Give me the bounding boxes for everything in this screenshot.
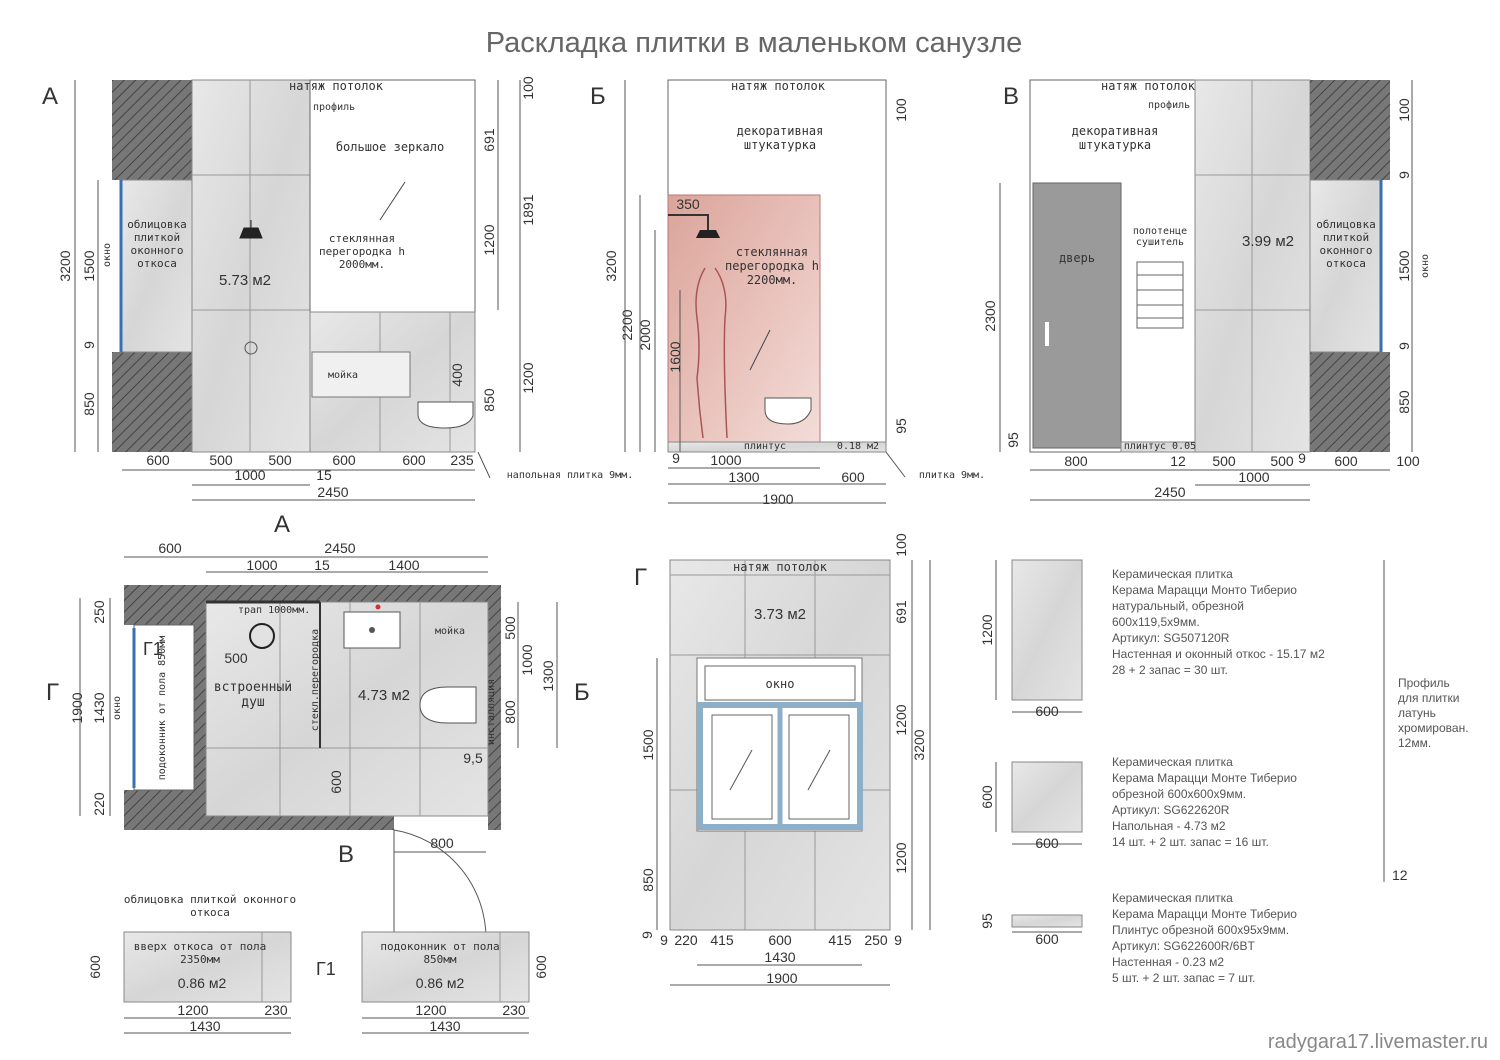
dim: 600 — [1035, 703, 1059, 719]
dim: 600 — [1035, 931, 1059, 947]
tile1-desc: Керамическая плитка Керама Марацци Монто Тиберио натуральный, обрезной 600х119,5х9мм. Артикул: SG507120R Настенная и оконный откос - 15.17 м2 28 + 2 запас = 30 шт. — [1112, 567, 1325, 677]
dim: 9 — [81, 341, 97, 349]
dim: 500 — [1270, 453, 1294, 469]
area-label: 3.99 м2 — [1241, 233, 1295, 250]
elevation-b-letter: Б — [590, 83, 606, 110]
dim: 2450 — [324, 540, 356, 556]
dim: 3200 — [57, 250, 73, 282]
dim: 600 — [841, 469, 865, 485]
dim: 600 — [402, 452, 426, 468]
elevation-b — [590, 79, 985, 507]
sink-label: мойка — [434, 626, 466, 637]
profile-desc: Профиль для плитки латунь хромирован. 12мм. — [1398, 676, 1469, 750]
plinth-area-label: 0.18 м2 — [836, 441, 880, 452]
dim: 500 — [502, 616, 518, 640]
dim: 350 — [676, 196, 700, 212]
dim: 1900 — [766, 970, 798, 986]
dim: 2300 — [982, 300, 998, 332]
slope-left-area: 0.86 м2 — [177, 975, 227, 991]
dim: 1500 — [81, 250, 97, 282]
shower-label: встроенный душ — [213, 680, 293, 710]
page-title: Раскладка плитки в маленьком санузле — [485, 27, 1023, 59]
elevation-v-letter: В — [1003, 83, 1020, 110]
door-handle-icon — [1045, 322, 1049, 346]
ceiling-label: натяж потолок — [289, 79, 383, 93]
dim: 1200 — [520, 362, 536, 394]
sink-label: мойка — [327, 370, 359, 381]
door — [1033, 183, 1121, 448]
wall-hatch-top — [1310, 80, 1390, 180]
dim: 600 — [158, 540, 182, 556]
dim: 9 — [1396, 342, 1412, 350]
dim: 600 — [87, 955, 103, 979]
dim: 230 — [502, 1002, 526, 1018]
dim: 1300 — [728, 469, 760, 485]
area-label: 3.73 м2 — [753, 606, 807, 623]
wall-hatch-top — [112, 80, 192, 180]
dim: 1000 — [246, 557, 278, 573]
dim: 415 — [828, 932, 852, 948]
dim: 1900 — [69, 692, 85, 724]
elevation-a-letter: А — [42, 83, 59, 110]
dim: 1200 — [415, 1002, 447, 1018]
dim: 230 — [264, 1002, 288, 1018]
shower-head-icon — [696, 230, 720, 238]
dim: 95 — [893, 418, 909, 434]
tile3-swatch — [1012, 915, 1082, 927]
dim: 9 — [660, 932, 668, 948]
dim: 1300 — [540, 660, 556, 692]
dim: 800 — [430, 835, 454, 851]
plan-label-left: Г — [46, 679, 59, 706]
dim: 95 — [979, 913, 995, 929]
dim: 1200 — [481, 224, 497, 256]
toilet-icon — [420, 687, 476, 723]
tile-note: плитка 9мм. — [918, 470, 986, 481]
window-label: окно — [765, 677, 795, 691]
dim: 2450 — [1154, 484, 1186, 500]
wall-hatch-bottom — [112, 352, 192, 452]
sink-cabinet — [312, 352, 410, 397]
dim: 12 — [1170, 453, 1186, 469]
dim: 9 — [1396, 171, 1412, 179]
dim: 3200 — [911, 729, 927, 761]
dim: 220 — [91, 792, 107, 816]
dim: 500 — [268, 452, 292, 468]
dim: 12 — [1392, 867, 1408, 883]
wall-hatch-bottom — [1310, 352, 1390, 452]
dim: 500 — [224, 650, 248, 666]
plan-label-bottom: В — [338, 841, 355, 868]
toilet-icon — [418, 402, 473, 428]
window-cladding-label: облицовка плиткой оконного откоса — [127, 218, 187, 270]
wall-bottom — [124, 816, 394, 830]
drain-label: трап 1000мм. — [238, 605, 311, 616]
dim: 1430 — [429, 1018, 461, 1034]
dim: 100 — [893, 533, 909, 557]
window-label: окно — [112, 695, 123, 721]
dim: 1000 — [710, 452, 742, 468]
plinth-label: плинтус — [743, 441, 787, 452]
plinth-label: плинтус 0.05 — [1123, 441, 1197, 452]
plan-label-top: А — [273, 511, 291, 538]
plaster-label: декоративная штукатурка — [1071, 124, 1159, 152]
dim: 250 — [91, 600, 107, 624]
dim: 400 — [449, 363, 465, 387]
dim: 1500 — [640, 729, 656, 761]
dim: 235 — [450, 452, 474, 468]
dim: 600 — [146, 452, 170, 468]
ceiling-label: натяж потолок — [733, 560, 827, 574]
tile2-swatch — [1012, 762, 1082, 832]
dim: 250 — [864, 932, 888, 948]
dim: 600 — [533, 955, 549, 979]
wall-corner — [124, 585, 206, 625]
towel-dryer-label: полотенце сушитель — [1132, 226, 1188, 248]
dim: 15 — [316, 467, 332, 483]
dim: 850 — [1396, 390, 1412, 414]
dim: 1000 — [519, 644, 535, 676]
elevation-v — [982, 79, 1431, 500]
dim: 600 — [979, 785, 995, 809]
dim: 600 — [332, 452, 356, 468]
tile2-desc: Керамическая плитка Керама Марацци Монте Тиберио обрезной 600х600х9мм. Артикул: SG622620R Напольная - 4.73 м2 14 шт. + 2 шт. запас = 16 шт. — [1112, 755, 1297, 849]
dim: 9 — [639, 931, 655, 939]
g1-label: Г1 — [143, 639, 163, 659]
dim: 1000 — [234, 467, 266, 483]
glass-partition-label: стеклянная перегородка h 2000мм. — [318, 232, 406, 271]
sill-label: подоконник от пола 850мм — [157, 635, 168, 781]
ceiling-label: натяж потолок — [731, 79, 825, 93]
tile1-swatch — [1012, 560, 1082, 700]
dim: 850 — [81, 392, 97, 416]
slope-right-text: подоконник от пола 850мм — [380, 940, 500, 966]
dim: 800 — [1064, 453, 1088, 469]
area-label: 4.73 м2 — [357, 687, 411, 704]
installation-label: инсталляция — [486, 678, 497, 746]
dim: 415 — [710, 932, 734, 948]
profile-label: профиль — [313, 102, 356, 113]
dim: 1430 — [189, 1018, 221, 1034]
dim: 800 — [502, 700, 518, 724]
shower-wall-tiles — [192, 80, 310, 452]
dim: 100 — [893, 98, 909, 122]
elevation-a — [42, 76, 633, 500]
dim: 1900 — [762, 491, 794, 507]
dim: 100 — [520, 76, 536, 100]
dim: 220 — [674, 932, 698, 948]
plan-label-right: Б — [574, 679, 590, 706]
area-label: 5.73 м2 — [218, 272, 272, 289]
window-label: окно — [1420, 253, 1431, 279]
plaster-label: декоративная штукатурка — [736, 124, 824, 152]
wall-left — [194, 602, 206, 816]
dim: 9 — [672, 450, 680, 466]
dim: 3200 — [603, 250, 619, 282]
dim: 1000 — [1238, 469, 1270, 485]
dim: 9 — [1298, 450, 1306, 466]
dim: 850 — [640, 868, 656, 892]
slopes-caption: облицовка плиткой оконного откоса — [123, 893, 297, 919]
dim: 1500 — [1396, 250, 1412, 282]
dim: 1200 — [177, 1002, 209, 1018]
dim: 600 — [328, 770, 344, 794]
g1-label: Г1 — [316, 959, 336, 979]
dim: 691 — [893, 600, 909, 624]
slope-left-text: вверх откоса от пола 2350мм — [133, 940, 267, 966]
door-label: дверь — [1058, 251, 1096, 265]
floor-plan — [46, 511, 590, 940]
dim: 1200 — [979, 614, 995, 646]
window-slopes — [87, 893, 549, 1034]
dim: 691 — [481, 128, 497, 152]
dim: 1430 — [764, 949, 796, 965]
dim: 2200 — [619, 309, 635, 341]
dim: 1430 — [91, 692, 107, 724]
dim: 600 — [1035, 835, 1059, 851]
dim: 1600 — [667, 341, 683, 373]
glass-partition-label: стеклянная перегородка h 2200мм. — [725, 245, 819, 287]
dim: 2450 — [317, 484, 349, 500]
dim: 1891 — [520, 194, 536, 226]
dim: 850 — [481, 388, 497, 412]
dim: 2000 — [637, 319, 653, 351]
glass-partition-label: стекл.перегородка — [310, 628, 321, 732]
elevation-g-letter: Г — [634, 564, 647, 591]
dim: 100 — [1396, 98, 1412, 122]
window-cladding-label: облицовка плиткой оконного откоса — [1316, 218, 1376, 270]
watermark: radygara17.livemaster.ru — [1267, 1031, 1488, 1053]
elevation-g — [634, 533, 930, 986]
tile3-desc: Керамическая плитка Керама Марацци Монте Тиберио Плинтус обрезной 600х95х9мм. Артикул: SG622600R/6BT Настенная - 0.23 м2 5 шт. + 2 шт. запас = 7 шт. — [1112, 891, 1297, 985]
dim: 1200 — [893, 704, 909, 736]
profile-label: профиль — [1148, 100, 1191, 111]
dim: 600 — [768, 932, 792, 948]
dim: 9,5 — [463, 750, 483, 766]
mirror-label: большое зеркало — [335, 140, 445, 154]
dim: 95 — [1005, 432, 1021, 448]
legend — [979, 560, 1472, 985]
dim: 500 — [209, 452, 233, 468]
dim: 9 — [894, 932, 902, 948]
dim: 600 — [1334, 453, 1358, 469]
dim: 500 — [1212, 453, 1236, 469]
dim: 1400 — [388, 557, 420, 573]
dim: 1200 — [893, 842, 909, 874]
floor-tile-note: напольная плитка 9мм. — [506, 470, 634, 481]
slope-right-area: 0.86 м2 — [415, 975, 465, 991]
window-label: окно — [102, 242, 113, 268]
dim: 100 — [1396, 453, 1420, 469]
dim: 15 — [314, 557, 330, 573]
ceiling-label: натяж потолок — [1101, 79, 1195, 93]
